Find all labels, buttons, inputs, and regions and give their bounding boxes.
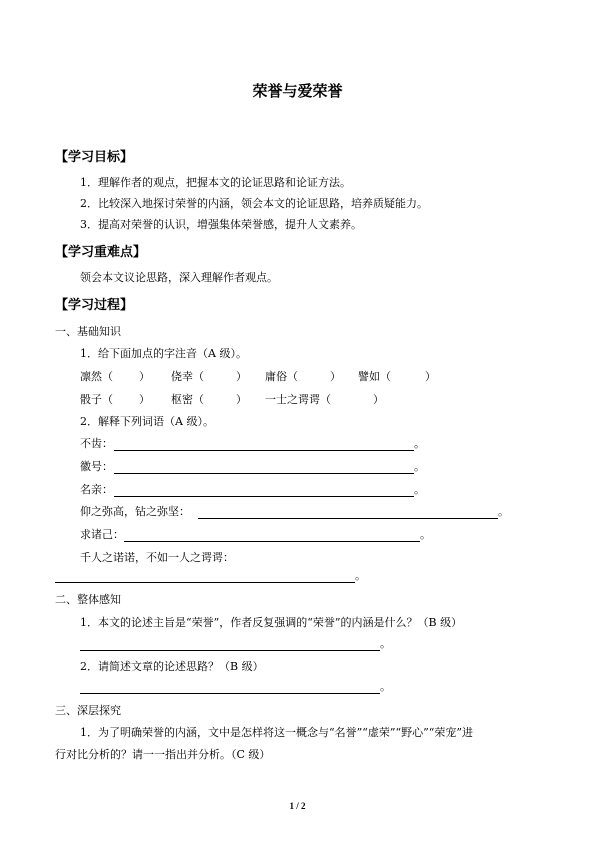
answer-line[interactable] xyxy=(198,518,498,519)
pinyin-w4-close: ） xyxy=(425,370,436,383)
key-points-heading: 【学习重难点】 xyxy=(55,245,147,260)
pinyin-w2-open: 侥幸（ xyxy=(171,370,204,383)
pinyin-w7-open: 一士之谔谔（ xyxy=(265,393,331,406)
term-huihao-label: 徽号： xyxy=(80,460,113,473)
pinyin-w3-open: 庸俗（ xyxy=(265,370,298,383)
answer-line[interactable] xyxy=(114,473,414,474)
basic-heading: 一、基础知识 xyxy=(55,325,121,338)
page-number: 1 / 2 xyxy=(289,801,306,811)
deep-question-1-line-2: 行对比分析的？请一一指出并分析。（C 级） xyxy=(55,748,271,761)
pinyin-w4-open: 譬如（ xyxy=(358,370,391,383)
pinyin-w1-open: 凛然（ xyxy=(80,370,113,383)
overall-question-2: 2．请简述文章的论述思路？（B 级） xyxy=(80,660,264,673)
term-buchi-label: 不齿： xyxy=(80,437,113,450)
period: 。 xyxy=(414,483,425,496)
pinyin-w1-close: ） xyxy=(139,370,150,383)
key-points-text: 领会本文议论思路，深入理解作者观点。 xyxy=(80,271,278,284)
period: 。 xyxy=(414,460,425,473)
deep-heading: 三、深层探究 xyxy=(55,704,121,717)
period: 。 xyxy=(414,437,425,450)
pinyin-w6-close: ） xyxy=(236,393,247,406)
period: 。 xyxy=(355,569,366,582)
basic-question-1: 1．给下面加点的字注音（A 级）。 xyxy=(80,347,247,360)
goals-heading: 【学习目标】 xyxy=(55,150,134,165)
answer-line[interactable] xyxy=(55,582,355,583)
term-yangzhi-label: 仰之弥高，钻之弥坚： xyxy=(80,505,190,518)
term-qiuzhuji-label: 求诸己： xyxy=(80,528,124,541)
goal-item-1: 1．理解作者的观点，把握本文的论证思路和论证方法。 xyxy=(80,176,351,189)
basic-question-2: 2．解释下列词语（A 级）。 xyxy=(80,415,214,428)
period: 。 xyxy=(380,680,391,693)
answer-line[interactable] xyxy=(80,650,380,651)
term-mingqin-label: 名亲： xyxy=(80,483,113,496)
pinyin-w7-close: ） xyxy=(373,393,384,406)
pinyin-w5-open: 骰子（ xyxy=(80,393,113,406)
period: 。 xyxy=(380,637,391,650)
answer-line[interactable] xyxy=(124,541,420,542)
overall-question-1: 1．本文的论述主旨是“荣誉”，作者反复强调的“荣誉”的内涵是什么？（B 级） xyxy=(80,616,463,629)
pinyin-w5-close: ） xyxy=(139,393,150,406)
term-qianren-label: 千人之诺诺，不如一人之谔谔： xyxy=(80,551,234,564)
answer-line[interactable] xyxy=(80,693,380,694)
goal-item-3: 3．提高对荣誉的认识，增强集体荣誉感，提升人文素养。 xyxy=(80,218,362,231)
pinyin-w3-close: ） xyxy=(330,370,341,383)
goal-item-2: 2．比较深入地探讨荣誉的内涵，领会本文的论证思路，培养质疑能力。 xyxy=(80,197,428,210)
period: 。 xyxy=(498,505,509,518)
process-heading: 【学习过程】 xyxy=(55,298,134,313)
deep-question-1-line-1: 1．为了明确荣誉的内涵，文中是怎样将这一概念与“名誉”“虚荣”“野心”“荣宠”进 xyxy=(80,726,473,739)
period: 。 xyxy=(420,528,431,541)
overall-heading: 二、整体感知 xyxy=(55,593,121,606)
answer-line[interactable] xyxy=(114,496,414,497)
document-title: 荣誉与爱荣誉 xyxy=(252,82,343,100)
pinyin-w6-open: 枢密（ xyxy=(171,393,204,406)
pinyin-w2-close: ） xyxy=(236,370,247,383)
answer-line[interactable] xyxy=(114,450,414,451)
